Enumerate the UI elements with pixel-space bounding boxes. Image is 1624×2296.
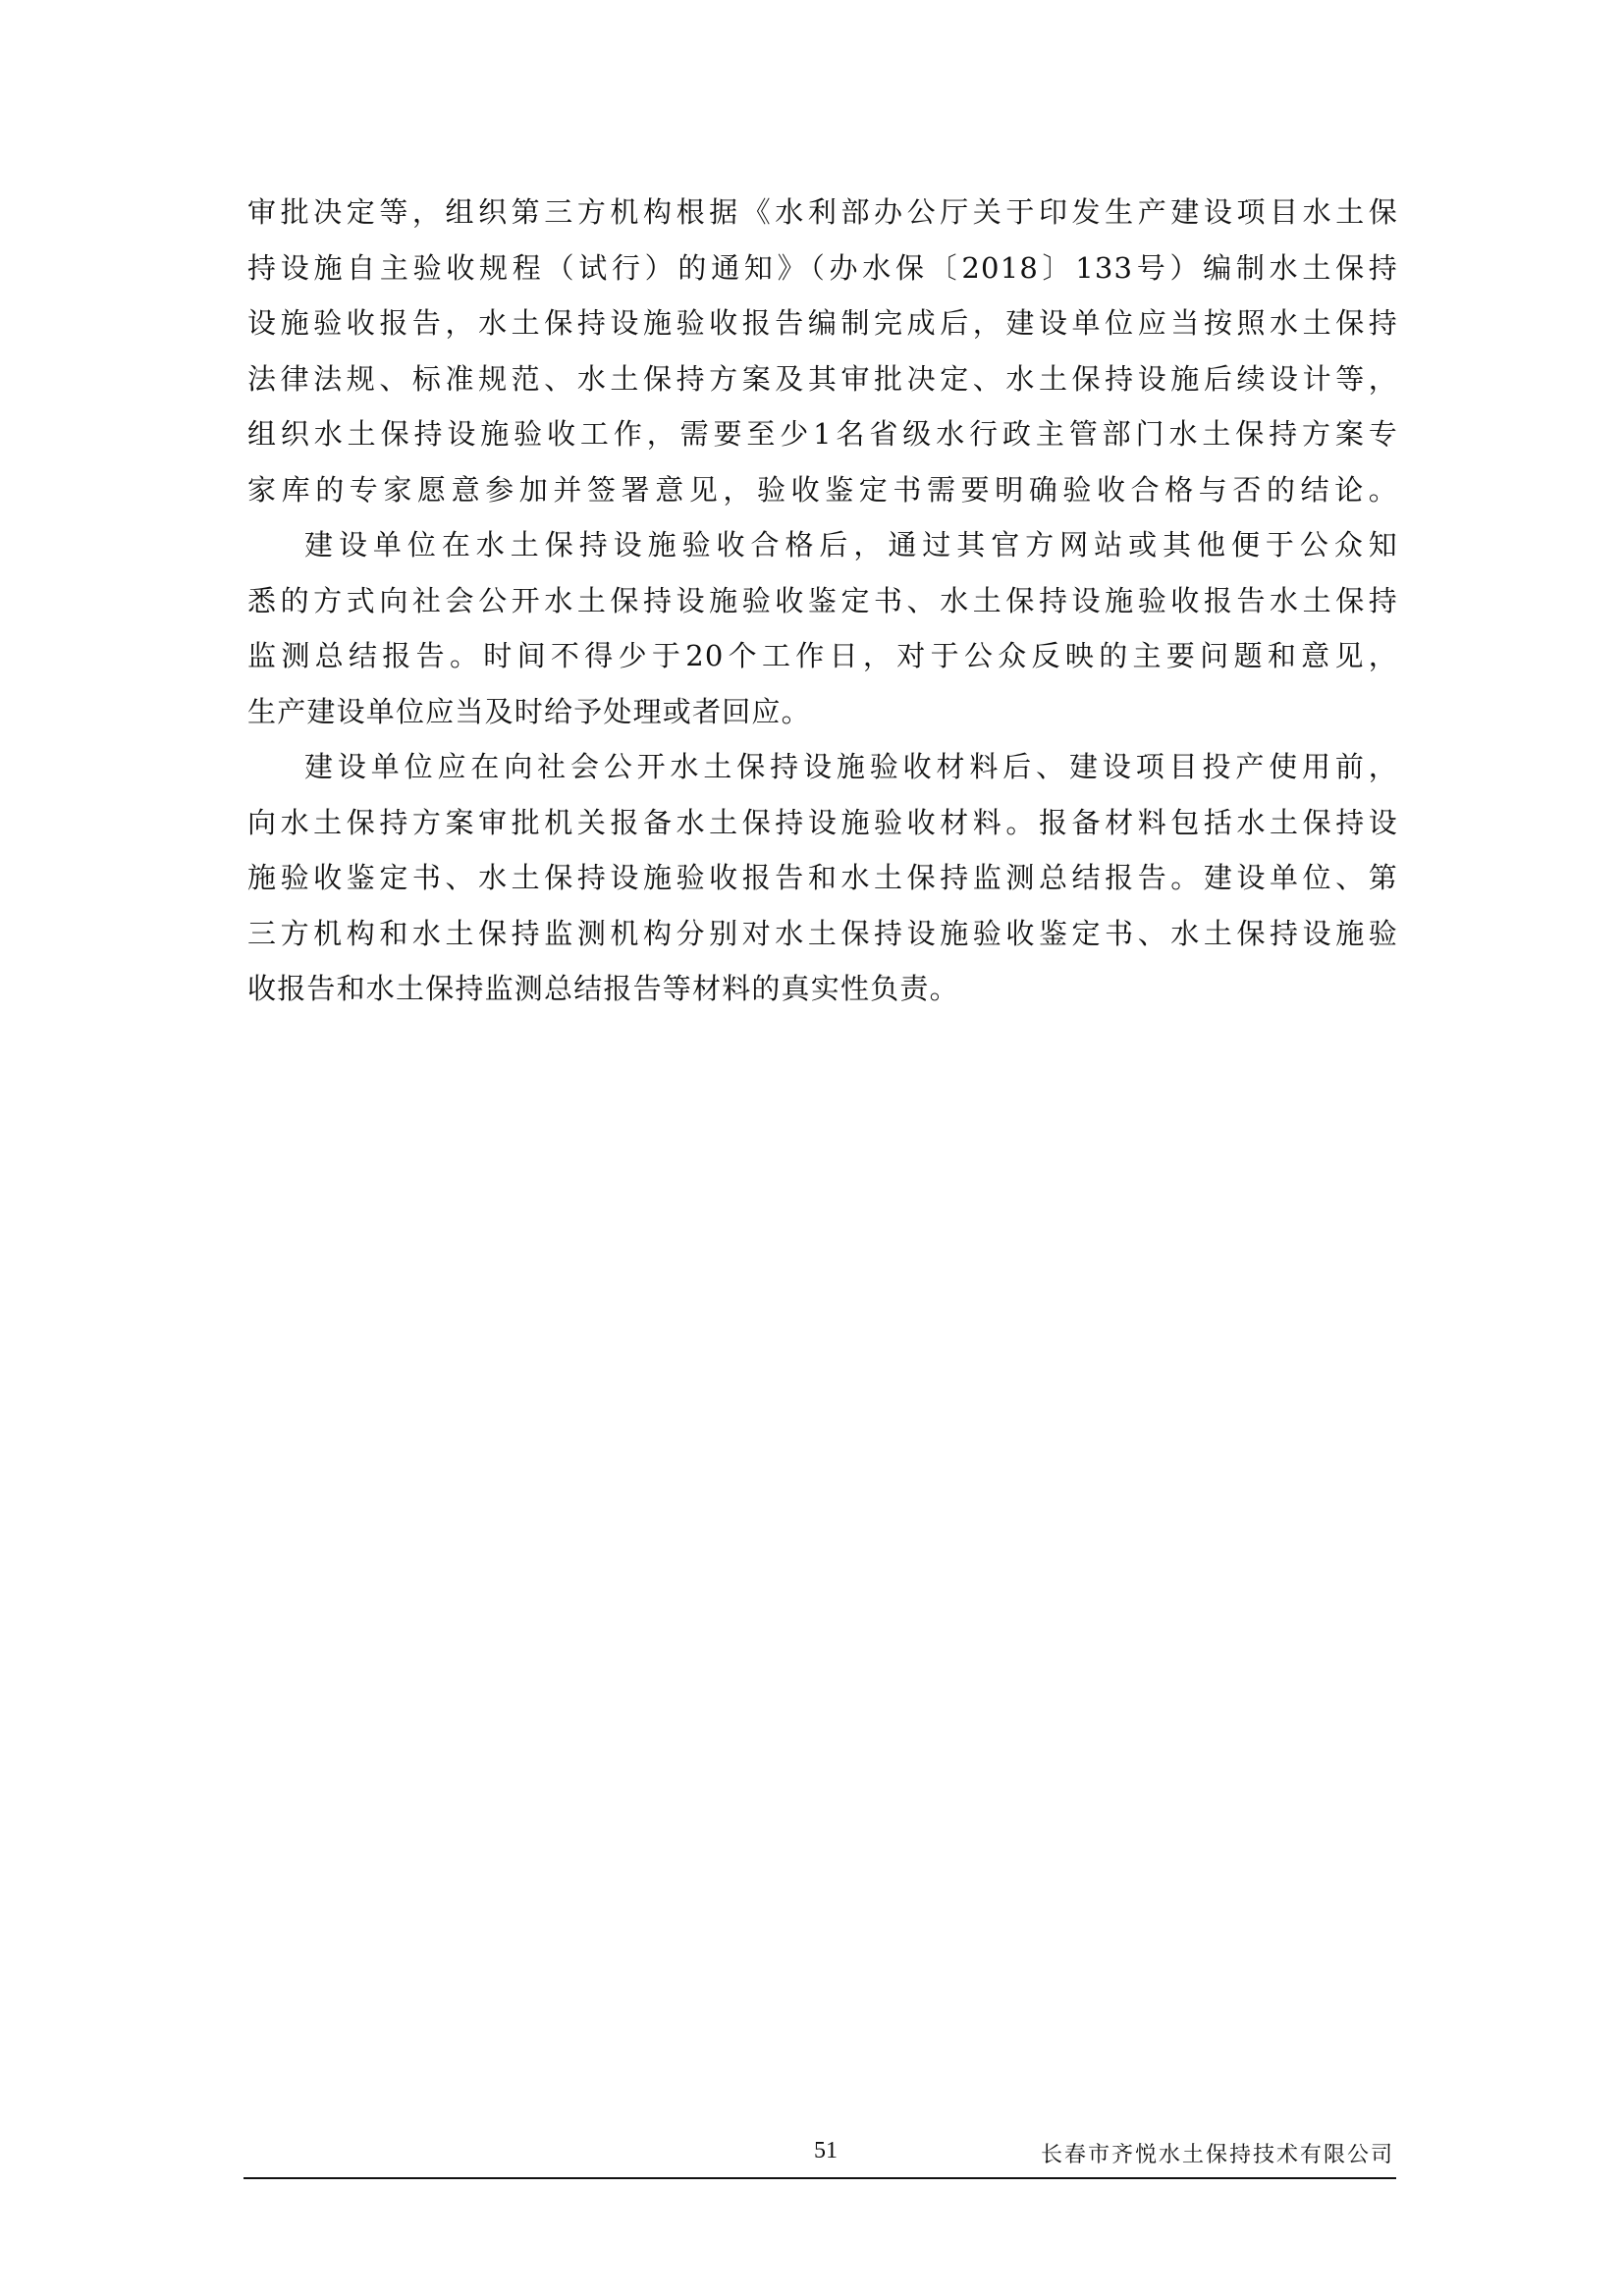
- paragraph-3: [247, 739, 1398, 1017]
- text-line: 设施验收报告，水土保持设施验收报告编制完成后，建设单位应当按照水土保持: [247, 306, 1398, 340]
- footer-divider: [244, 2177, 1396, 2179]
- text-line: 三方机构和水土保持监测机构分别对水土保持设施验收鉴定书、水土保持设施验: [247, 916, 1398, 950]
- paragraph-1: [247, 185, 1398, 517]
- text-line: 监测总结报告。时间不得少于20个工作日，对于公众反映的主要问题和意见，: [247, 639, 1398, 672]
- text-line: 法律法规、标准规范、水土保持方案及其审批决定、水土保持设施后续设计等，: [247, 361, 1398, 396]
- text-line: 家库的专家愿意参加并签署意见，验收鉴定书需要明确验收合格与否的结论。: [247, 472, 1398, 507]
- text-line: 收报告和水土保持监测总结报告等材料的真实性负责。: [247, 972, 959, 1005]
- text-line: 向水土保持方案审批机关报备水土保持设施验收材料。报备材料包括水土保持设: [247, 805, 1398, 839]
- page-footer: [244, 2134, 1394, 2173]
- text-line: 建设单位应在向社会公开水土保持设施验收材料后、建设项目投产使用前，: [304, 750, 1398, 783]
- text-line: 施验收鉴定书、水土保持设施验收报告和水土保持监测总结报告。建设单位、第: [247, 861, 1398, 894]
- text-line: 建设单位在水土保持设施验收合格后，通过其官方网站或其他便于公众知: [304, 528, 1398, 561]
- text-line: 生产建设单位应当及时给予处理或者回应。: [247, 694, 811, 728]
- text-line: 持设施自主验收规程（试行）的通知》（办水保〔2018〕133号）编制水土保持: [247, 250, 1398, 285]
- text-line: 审批决定等，组织第三方机构根据《水利部办公厅关于印发生产建设项目水土保: [247, 195, 1398, 229]
- text-line: 组织水土保持设施验收工作，需要至少1名省级水行政主管部门水土保持方案专: [247, 417, 1398, 451]
- text-line: 悉的方式向社会公开水土保持设施验收鉴定书、水土保持设施验收报告水土保持: [247, 583, 1398, 617]
- body-text: [247, 185, 1398, 1017]
- paragraph-2: [247, 517, 1398, 739]
- company-name: 长春市齐悦水土保持技术有限公司: [1040, 2143, 1394, 2167]
- page-number: 51: [814, 2138, 838, 2163]
